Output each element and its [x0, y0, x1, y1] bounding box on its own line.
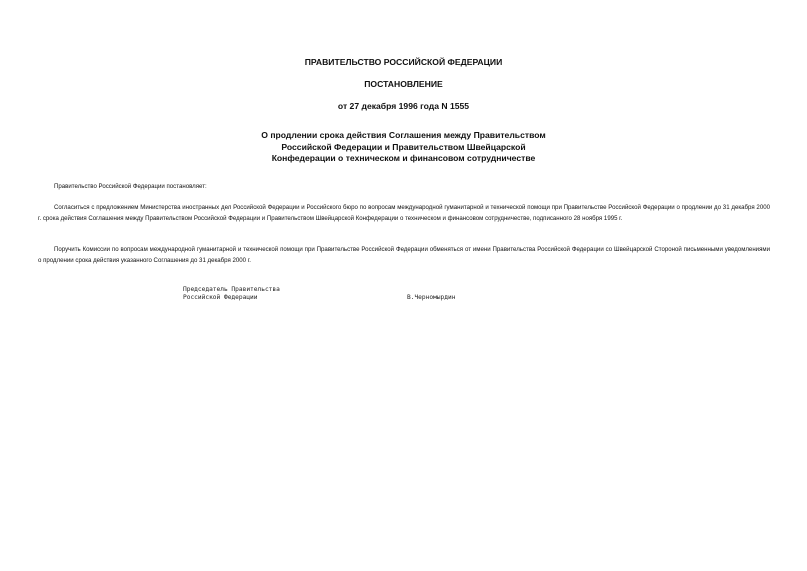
decree-type: ПОСТАНОВЛЕНИЕ: [364, 79, 443, 89]
decree-title-line: О продлении срока действия Соглашения между Правительством: [261, 130, 546, 140]
instruction-paragraph: Поручить Комиссии по вопросам международной гуманитарной и технической помощи при Правительстве Российской Федерации обменяться от имени Правительства Российской Федерации со Швейцарской Стороной письменными уведомлениями о продлении срока действия указанного Соглашения до 31 декабря 2000 г.: [38, 246, 770, 264]
government-header: ПРАВИТЕЛЬСТВО РОССИЙСКОЙ ФЕДЕРАЦИИ: [304, 57, 503, 67]
decree-title-line: Конфедерации о техническом и финансовом сотрудничестве: [271, 153, 536, 163]
signatory-position-line1: Председатель Правительства: [183, 286, 280, 293]
signatory-name: В.Черномырдин: [407, 294, 456, 301]
intro-paragraph: Правительство Российской Федерации постановляет:: [54, 183, 207, 190]
decree-date-number: от 27 декабря 1996 года N 1555: [337, 101, 470, 111]
agreement-paragraph: Согласиться с предложением Министерства иностранных дел Российской Федерации и Российского бюро по вопросам международной гуманитарной и технической помощи при Правительстве Российской Федерации о продлении до 31 декабря 2000 г. срока действия Соглашения между Правительством Российской Федерации и Правительством Швейцарской Конфедерации о техническом и финансовом сотрудничестве, подписанного 28 ноября 1995 г.: [38, 204, 770, 222]
signatory-position-line2: Российской Федерации: [183, 294, 258, 301]
decree-title-line: Российской Федерации и Правительством Швейцарской: [281, 141, 526, 152]
decree-title: [0, 130, 807, 165]
